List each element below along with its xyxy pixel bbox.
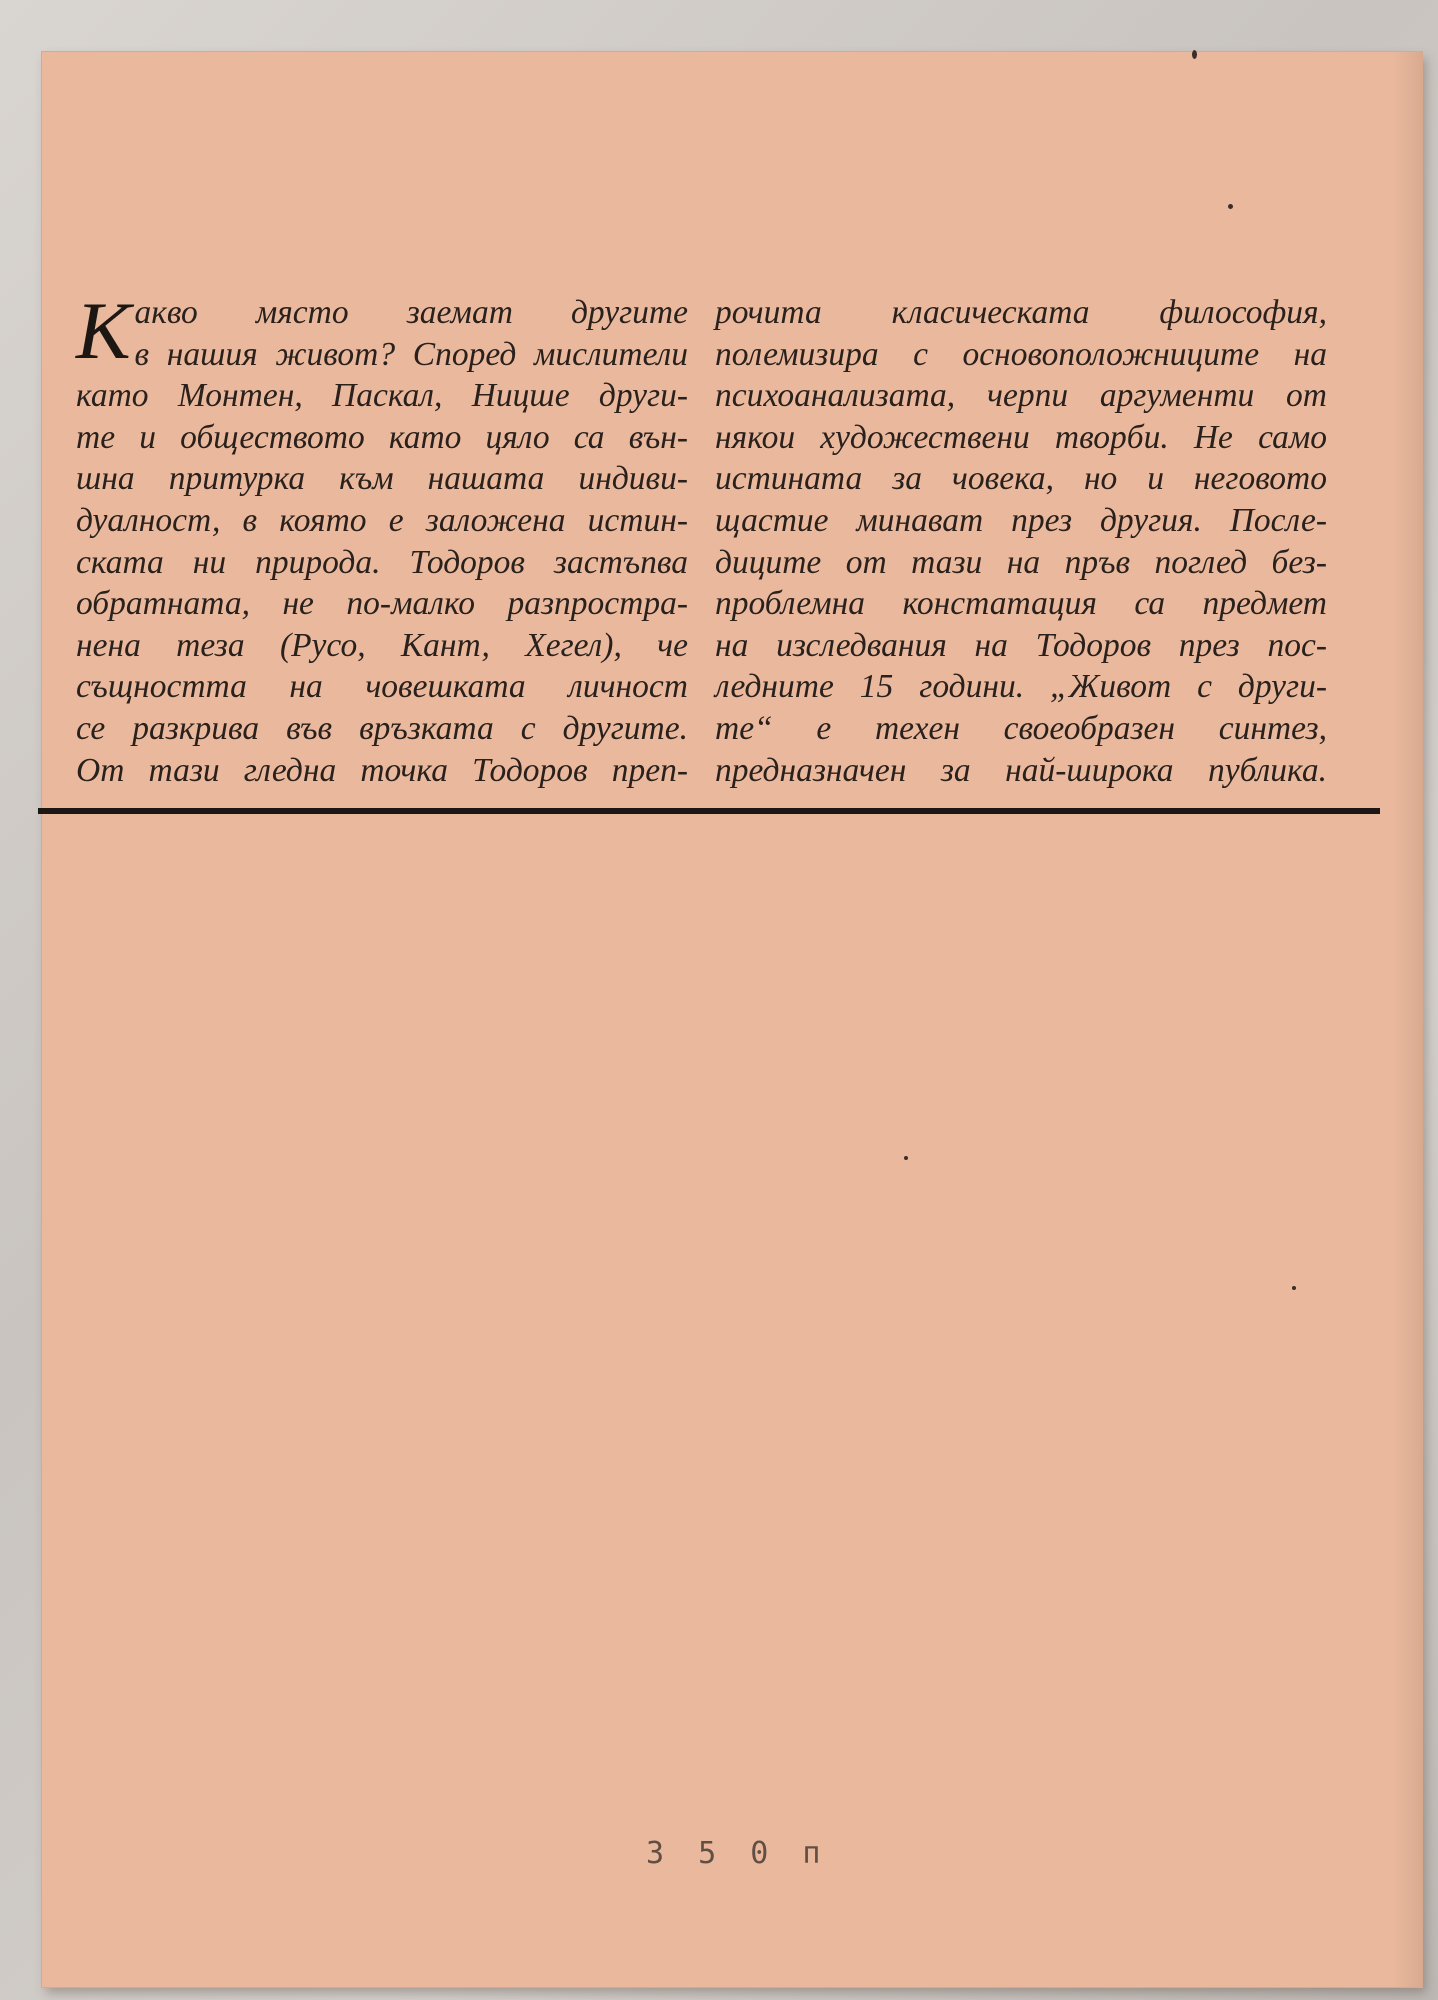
blurb-line: като Монтен, Паскал, Ницше други- — [76, 377, 688, 415]
blurb-line: нена теза (Русо, Кант, Хегел), че — [76, 626, 688, 664]
blurb-line: ската ни природа. Тодоров застъпва — [76, 543, 688, 581]
cover-speck — [1228, 204, 1233, 209]
blurb-line: акво място заемат другите — [134, 294, 688, 331]
blurb-line: обратната, не по-малко разпростра- — [76, 585, 688, 623]
blurb-line: проблемна констатация са предмет — [715, 585, 1327, 623]
blurb-line: се разкрива във връзката с другите. — [76, 709, 688, 747]
blurb-line: От тази гледна точка Тодоров преп- — [76, 751, 688, 789]
blurb-line: някои художествени творби. Не само — [715, 418, 1327, 456]
price-stamp: 3 5 0 п — [646, 1836, 829, 1871]
blurb-line: диците от тази на пръв поглед без- — [715, 543, 1327, 581]
blurb-line: на изследвания на Тодоров през пос- — [715, 626, 1327, 664]
blurb-line: истината за човека, но и неговото — [715, 460, 1327, 498]
blurb-line: ледните 15 години. „Живот с други- — [715, 668, 1327, 706]
blurb-line: шна притурка към нашата индиви- — [76, 460, 688, 498]
drop-cap: К — [76, 285, 131, 376]
blurb-line: в нашия живот? Според мислители — [134, 335, 688, 373]
cover-speck — [904, 1156, 908, 1160]
blurb-line: същността на човешката личност — [76, 668, 688, 706]
blurb-line: те“ е техен своеобразен синтез, — [715, 709, 1327, 747]
cover-speck — [1192, 50, 1197, 59]
divider-rule — [38, 808, 1380, 814]
blurb-line: дуалност, в която е заложена истин- — [76, 501, 688, 539]
blurb-line: те и обществото като цяло са вън- — [76, 418, 688, 456]
blurb-line: рочита класическата философия, — [715, 294, 1327, 331]
blurb-line: психоанализата, черпи аргументи от — [715, 377, 1327, 415]
blurb-line: полемизира с основоположниците на — [715, 335, 1327, 373]
blurb-right-column — [715, 292, 1327, 791]
cover-edge-shadow — [1392, 52, 1422, 1987]
blurb-left-column — [76, 285, 688, 791]
cover-speck — [1292, 1286, 1296, 1290]
blurb-line: предназначен за най-широка публика. — [715, 751, 1327, 789]
blurb-line: щастие минават през другия. После- — [715, 501, 1327, 539]
